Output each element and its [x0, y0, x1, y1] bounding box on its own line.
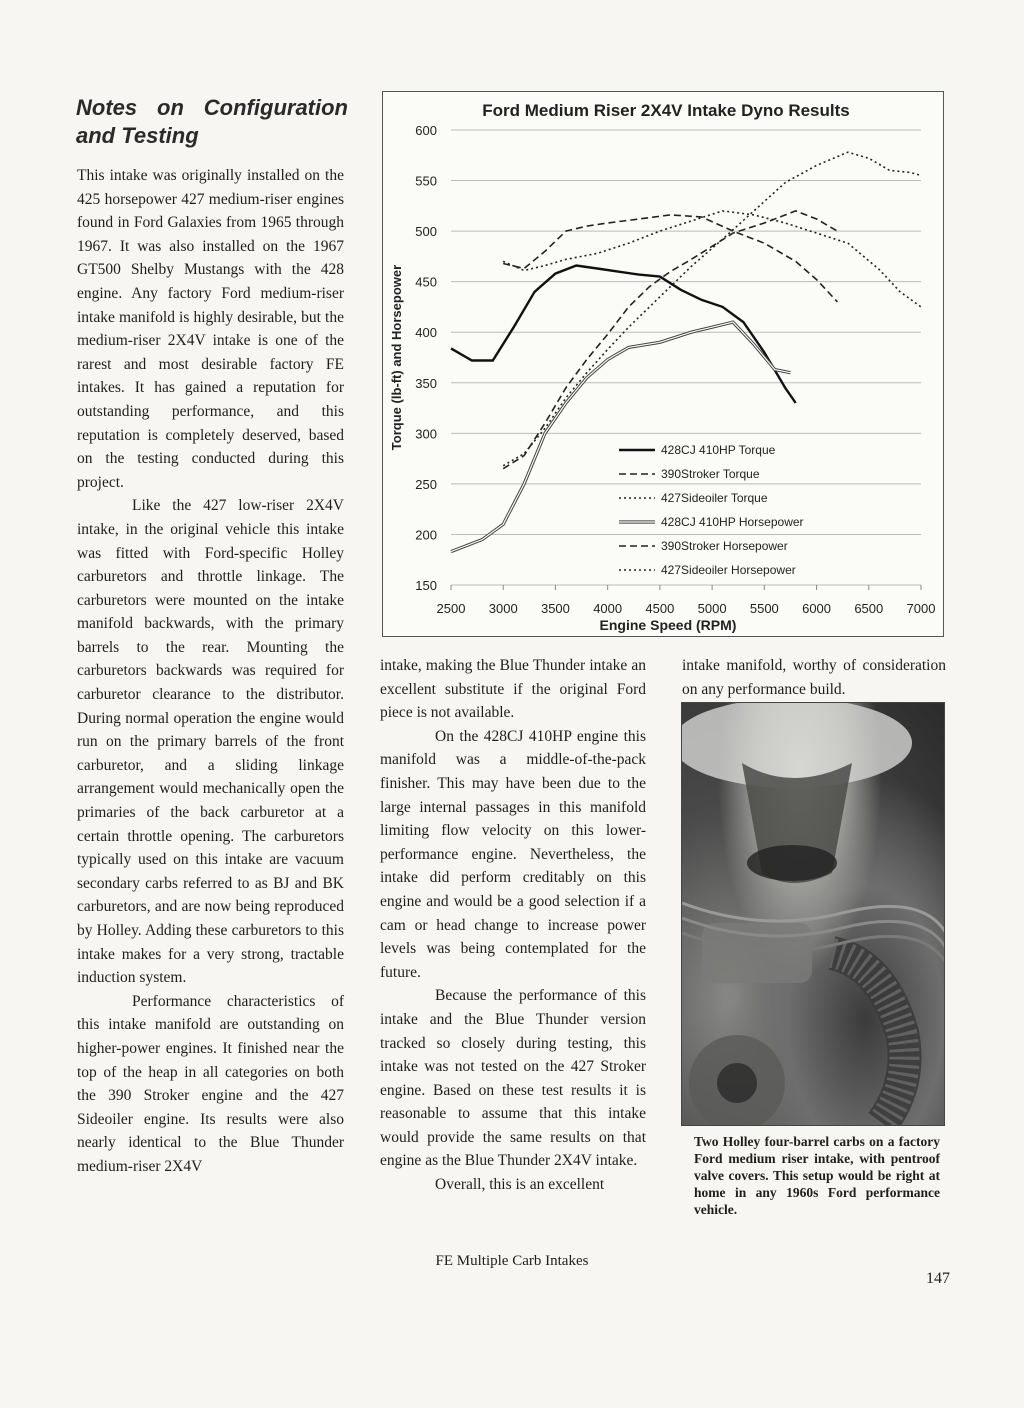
y-tick-label: 400: [415, 325, 437, 341]
paragraph: This intake was originally installed on the 425 horsepower 427 medium-riser engines found in Ford Galaxies from 1965 through 1967. It was also installed on the 1967 GT500 Shelby Mustangs with the 428 engine. Any factory Ford medium-riser intake manifold is highly desirable, but the medium-riser 2X4V intake is one of the rarest and most desirable factory FE intakes. It has gained a reputation for outstanding performance, and this reputation is completely deserved, based on the testing conducted during this project.: [77, 167, 344, 491]
legend-label: 390Stroker Torque: [661, 467, 760, 481]
y-tick-label: 600: [415, 123, 437, 138]
photo-caption: Two Holley four-barrel carbs on a factory Ford medium riser intake, with pentroof valve covers. This setup would be right at home in any 1960s Ford performance vehicle.: [694, 1134, 940, 1217]
y-tick-label: 550: [415, 173, 437, 189]
legend-label: 427Sideoiler Horsepower: [661, 563, 796, 577]
legend-label: 390Stroker Horsepower: [661, 539, 788, 553]
engine-photo: [681, 702, 945, 1126]
series-line-2: [503, 211, 921, 307]
text-column-left: [77, 164, 344, 1179]
paragraph: On the 428CJ 410HP engine this manifold was a middle-of-the-pack finisher. This may have been due to the large internal passages in this manifold limiting flow velocity on this lower-performance engine. Nevertheless, the intake did perform creditably on this engine and would be a good selection if a cam or head change to increase power levels was being contemplated for the future.: [380, 727, 646, 981]
series-line-5: [503, 152, 921, 466]
running-footer: FE Multiple Carb Intakes: [435, 1253, 589, 1269]
chart-title: Ford Medium Riser 2X4V Intake Dyno Results: [482, 101, 850, 120]
y-tick-label: 500: [415, 224, 437, 240]
heading-word: Notes: [76, 95, 138, 120]
x-tick-label: 7000: [906, 601, 936, 616]
paragraph: intake manifold, worthy of consideration on any performance build.: [682, 657, 946, 698]
x-tick-label: 6500: [854, 601, 884, 616]
heading-word: on: [157, 95, 184, 120]
y-tick-label: 350: [415, 375, 437, 391]
legend-label: 427Sideoiler Torque: [661, 491, 768, 505]
y-tick-label: 200: [415, 527, 437, 543]
dyno-chart-svg: [383, 92, 943, 636]
x-tick-label: 4000: [593, 601, 623, 616]
paragraph: Overall, this is an excellent: [435, 1176, 605, 1194]
paragraph: Performance characteristics of this intake manifold are outstanding on higher-power engines. It finished near the top of the heap in all categories on both the 390 Stroker engine and the 427 Sideoiler engine. Its results were also nearly identical to the Blue Thunder medium-riser 2X4V: [77, 992, 344, 1175]
engine-photo-illustration: [682, 703, 945, 1126]
legend-label: 428CJ 410HP Torque: [661, 443, 776, 457]
x-tick-label: 2500: [436, 601, 466, 616]
x-axis-label: Engine Speed (RPM): [599, 617, 737, 633]
y-tick-label: 450: [415, 274, 437, 290]
text-column-middle: [380, 654, 646, 1197]
x-tick-label: 4500: [645, 601, 675, 616]
heading-line-2: and Testing: [76, 123, 199, 148]
x-tick-label: 3000: [488, 601, 518, 616]
x-tick-label: 5000: [697, 601, 727, 616]
x-tick-label: 3500: [540, 601, 570, 616]
y-tick-label: 300: [415, 426, 437, 442]
paragraph: Because the performance of this intake and the Blue Thunder version tracked so closely during testing, this intake was not tested on the 427 Stroker engine. Based on these test results it is reasonable to assume that this intake would provide the same results on that engine as the Blue Thunder 2X4V intake.: [380, 987, 646, 1170]
page-number: 147: [926, 1270, 950, 1287]
text-column-right: [682, 654, 946, 701]
legend-label: 428CJ 410HP Horsepower: [661, 515, 804, 529]
paragraph: Like the 427 low-riser 2X4V intake, in the original vehicle this intake was fitted with Ford-specific Holley carburetors and throttle linkage. The carburetors were mounted on the intake manifold backwards, with the primary barrels to the rear. Mounting the carburetors backwards was required for carburetor clearance to the distributor. During normal operation the engine would run on the primary barrels of the front carburetor, and a sliding linkage arrangement would mechanically open the primaries of the back carburetor at a certain throttle opening. The carburetors typically used on this intake are vacuum secondary carbs referred to as BJ and BK carburetors, and are now being reproduced by Holley. Adding these carburetors to this intake makes for a very strong, tractable induction system.: [77, 497, 344, 987]
section-heading: [76, 94, 348, 150]
y-tick-label: 250: [415, 476, 437, 492]
x-tick-label: 5500: [749, 601, 779, 616]
y-axis-label: Torque (lb-ft) and Horsepower: [389, 264, 404, 451]
heading-word: Configuration: [203, 95, 348, 120]
dyno-chart: [382, 91, 944, 637]
y-tick-label: 150: [415, 578, 437, 593]
paragraph: intake, making the Blue Thunder intake an excellent substitute if the original Ford piece is not available.: [380, 657, 646, 722]
x-tick-label: 6000: [802, 601, 832, 616]
